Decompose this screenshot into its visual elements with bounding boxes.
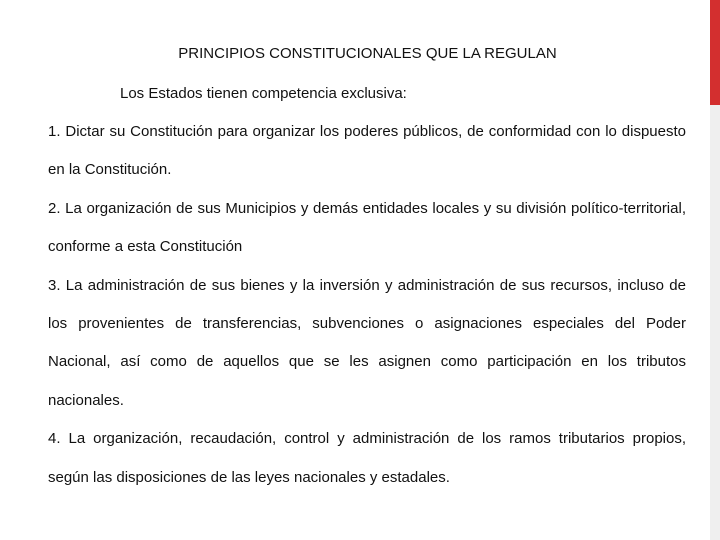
list-item-2: 2. La organización de sus Municipios y demás entidades locales y su división político-territorial, conforme a esta Constitución — [48, 199, 686, 256]
list-item-4: 4. La organización, recaudación, control y administración de los ramos tributarios propios, según las disposiciones de las leyes nacionales y estadales. — [48, 430, 686, 486]
intro-text: Los Estados tienen competencia exclusiva: — [120, 85, 407, 102]
slide-content — [48, 113, 686, 497]
list-item-1: 1. Dictar su Constitución para organizar los poderes públicos, de conformidad con lo dispuesto en la Constitución. — [48, 123, 686, 179]
slide-title: PRINCIPIOS CONSTITUCIONALES QUE LA REGULAN — [178, 45, 557, 62]
side-strip — [710, 105, 720, 540]
list-item-3: 3. La administración de sus bienes y la inversión y administración de sus recursos, incluso de los provenientes de transferencias, subvenciones o asignaciones especiales del Poder Nacional, así como de aquellos que se les asignen como participación en los tributos nacionales. — [48, 276, 686, 409]
